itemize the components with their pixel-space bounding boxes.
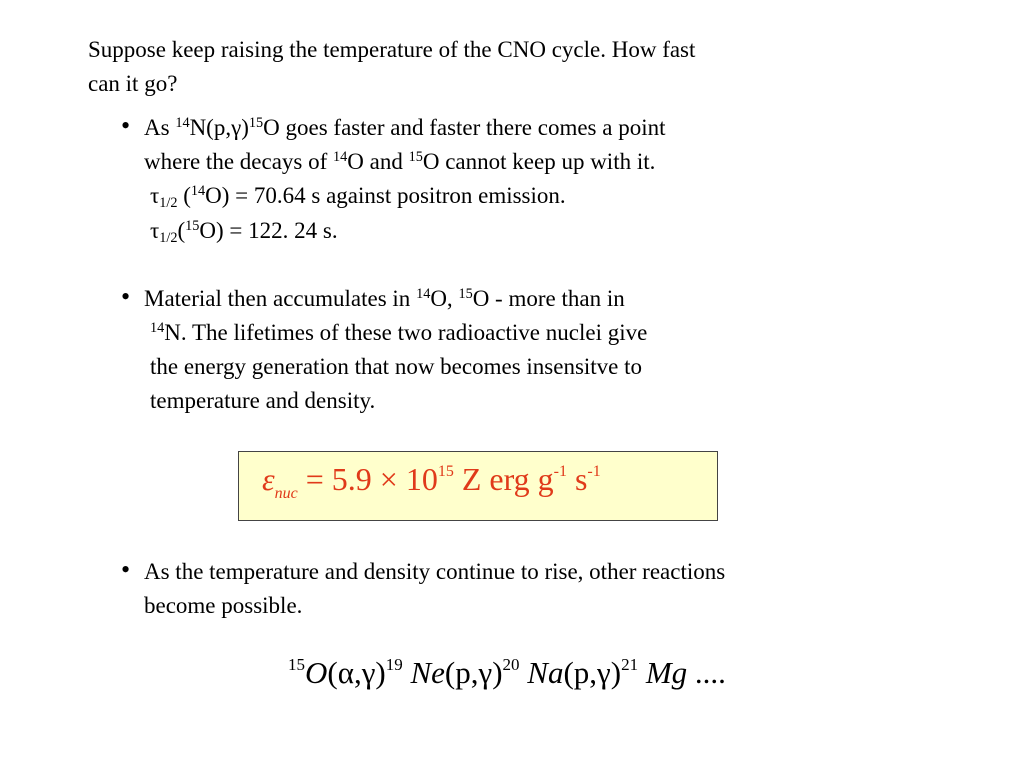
intro-line-1: Suppose keep raising the temperature of the CNO cycle. How fast xyxy=(88,37,696,62)
bullet-1-line-2: where the decays of $^{14}$O and $^{15}$O cannot keep up with it. xyxy=(144,149,656,174)
intro-line-2: can it go? xyxy=(88,71,178,96)
bullet-2-line-3: the energy generation that now becomes insensitve to xyxy=(150,354,643,379)
bullet-2-line-2: $^{14}$N. The lifetimes of these two radioactive nuclei give xyxy=(150,320,648,345)
bullet-marker-2: • xyxy=(121,282,131,311)
bullet-3-line-1: As the temperature and density continue to rise, other reactions xyxy=(144,559,726,584)
bullet-1-tau-14o: $\tau_{1/2}$ ($^{14}$O) = 70.64 s against positron emission. xyxy=(150,183,566,212)
energy-generation-equation: $\varepsilon_{nuc} = 5.9 \times 10^{15}$ Z erg $g^{-1}$ $s^{-1}$ xyxy=(262,461,601,502)
bullet-marker-3: • xyxy=(121,555,131,584)
bullet-marker-1: • xyxy=(121,111,131,140)
bullet-1-line-1: As $^{14}N(p,\gamma)^{15}O$ goes faster and faster there comes a point xyxy=(144,115,666,140)
bullet-2-line-4: temperature and density. xyxy=(150,388,376,413)
bullet-3-line-2: become possible. xyxy=(144,593,303,618)
reaction-chain-equation: $^{15}O(\alpha,\gamma)^{19}$ $Ne(p,\gamma)^{20}$ $Na(p,\gamma)^{21}$ Mg .... xyxy=(288,655,726,690)
bullet-2-line-1: Material then accumulates in $^{14}$O, $^{15}$O - more than in xyxy=(144,286,625,311)
bullet-1-tau-15o: $\tau_{1/2}(^{15}O) = 122$. 24 s. xyxy=(150,218,338,247)
